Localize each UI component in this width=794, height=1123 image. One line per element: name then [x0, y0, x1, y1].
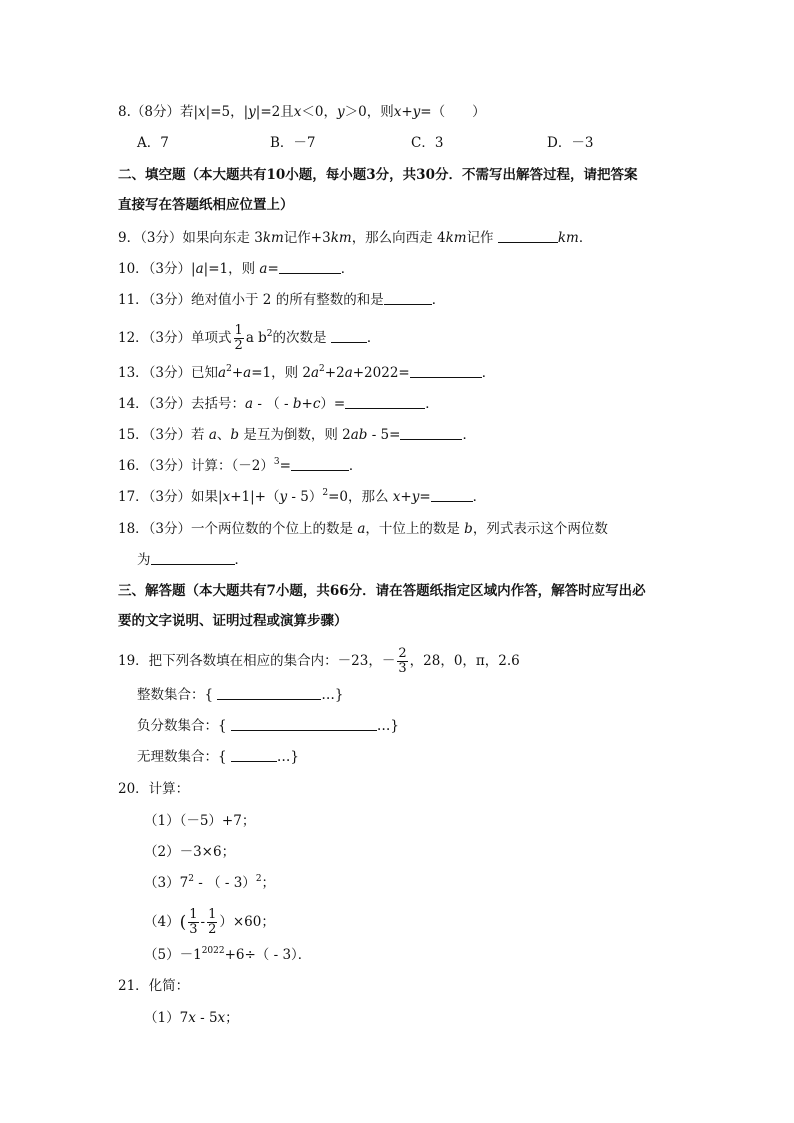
q15-text: 、	[216, 427, 231, 443]
fraction-denominator: 2	[208, 922, 217, 937]
q20-text: （5）－1	[144, 947, 202, 963]
var-a: a	[259, 261, 268, 277]
q21-text: （1）7	[144, 1010, 189, 1026]
set-label: 整数集合：{	[137, 687, 214, 703]
q12-text: a b	[245, 330, 267, 346]
q8-option-d: D．－3	[547, 135, 594, 151]
question-13	[118, 363, 495, 383]
open-paren: (	[179, 912, 187, 933]
fraction-numerator: 1	[208, 907, 217, 922]
q19-text: ，28，0，π，2.6	[409, 653, 520, 669]
var-x: x	[217, 1010, 226, 1026]
fraction-one-half	[207, 908, 217, 937]
fraction-denominator: 3	[398, 661, 407, 676]
q11-text: 11．（3分）绝对值小于 2 的所有整数的和是	[118, 292, 384, 308]
var-ab: ab	[350, 427, 368, 443]
fraction-two-thirds	[397, 647, 407, 676]
answer-blank[interactable]	[331, 329, 367, 343]
var-x: x	[222, 489, 231, 505]
var-x: x	[198, 104, 206, 120]
q20-text: ；	[261, 875, 276, 891]
unit-km: km	[262, 230, 284, 246]
var-b: b	[464, 521, 473, 537]
q15-text: 15．（3分）若	[118, 427, 209, 443]
question-15	[118, 425, 476, 445]
q8-text: ＜0，	[301, 104, 337, 120]
q17-text: +1|+（	[230, 489, 280, 505]
q9-text: ，那么向西走 4	[351, 230, 446, 246]
var-a: a	[357, 521, 366, 537]
unit-km: km	[445, 230, 467, 246]
fraction-one-third	[188, 908, 198, 937]
q17-text: - 5）	[287, 489, 323, 505]
q8-text: |=2且	[255, 104, 294, 120]
q20-part-2: （2）－3×6；	[144, 844, 236, 860]
q18-text: 为	[137, 552, 151, 568]
q21-part-1	[144, 1008, 239, 1028]
q14-text: ）=	[320, 396, 346, 412]
answer-blank[interactable]	[400, 426, 462, 440]
q14-text: ．	[425, 396, 439, 412]
q8-text: |=5，|	[205, 104, 249, 120]
exponent: 2	[226, 364, 232, 374]
q20-part-5	[144, 945, 311, 965]
question-20: 20．计算：	[118, 781, 190, 797]
q15-text: 是互为倒数，则 2	[239, 427, 351, 443]
q10-text: =	[267, 261, 279, 277]
fraction-one-half	[234, 324, 244, 353]
question-19	[118, 647, 520, 676]
exponent: 2022	[201, 946, 225, 956]
set-end: …}	[321, 687, 344, 703]
q21-text: ；	[225, 1010, 239, 1026]
q14-text: - （ -	[253, 396, 293, 412]
var-y: y	[412, 104, 421, 120]
set-integers	[137, 685, 343, 705]
q14-text: 14．（3分）去括号：	[118, 396, 246, 412]
var-x: x	[393, 104, 402, 120]
q20-part-3	[144, 873, 275, 893]
set-label: 无理数集合：{	[137, 749, 227, 765]
var-y: y	[336, 104, 345, 120]
unit-km: km	[557, 230, 579, 246]
question-16	[118, 456, 362, 476]
section-2-heading-cont: 直接写在答题纸相应位置上）	[118, 197, 294, 213]
fraction-denominator: 2	[234, 338, 243, 353]
minus-sign: -	[200, 914, 206, 930]
section-3-heading: 三、解答题（本大题共有7小题，共66分．请在答题纸指定区域内作答，解答时应写出必	[118, 583, 646, 599]
q17-text: 17．（3分）如果|	[118, 489, 223, 505]
var-c: c	[312, 396, 321, 412]
var-a: a	[310, 365, 320, 381]
q18-text: ，十位上的数是	[365, 521, 465, 537]
answer-blank[interactable]	[291, 457, 349, 471]
var-a: a	[208, 427, 217, 443]
q20-part-4	[144, 908, 275, 937]
var-a: a	[243, 365, 252, 381]
var-y: y	[279, 489, 288, 505]
var-a: a	[245, 396, 254, 412]
q20-text: +6÷（ - 3）．	[224, 947, 312, 963]
question-10	[118, 259, 354, 279]
q8-option-b: B．－7	[270, 135, 316, 151]
set-end: …}	[276, 749, 299, 765]
q8-text: =（ ）	[420, 104, 486, 120]
var-a: a	[218, 365, 227, 381]
q10-text: ．	[340, 261, 355, 277]
q13-text: =1，则 2	[251, 365, 311, 381]
q21-text: - 5	[195, 1010, 218, 1026]
set-negative-fractions	[137, 716, 399, 736]
fraction-numerator: 1	[189, 907, 198, 922]
fraction-denominator: 3	[189, 922, 198, 937]
q18-text: 18．（3分）一个两位数的个位上的数是	[118, 521, 358, 537]
q10-text: |=1，则	[203, 261, 260, 277]
set-irrationals	[137, 747, 299, 767]
var-a: a	[344, 365, 353, 381]
section-2-heading: 二、填空题（本大题共有10小题，每小题3分，共30分．不需写出解答过程，请把答案	[118, 167, 638, 183]
exponent: 2	[266, 329, 273, 339]
q20-part-1: （1）（－5）+7；	[144, 813, 256, 829]
exponent: 3	[273, 457, 280, 467]
q8-option-a: A．7	[137, 135, 169, 151]
q20-text: （3）7	[144, 875, 189, 891]
question-14	[118, 394, 439, 414]
answer-blank[interactable]	[498, 229, 558, 243]
question-9	[118, 228, 592, 248]
q18-text: ．	[234, 552, 248, 568]
q13-text: ．	[481, 365, 496, 381]
q12-text: 的次数是	[272, 330, 327, 346]
q20-text: - （ - 3）	[193, 875, 256, 891]
exponent: 2	[188, 874, 194, 884]
q16-text: ．	[348, 458, 363, 474]
q8-text: ＞0，则	[344, 104, 394, 120]
exponent: 2	[319, 364, 325, 374]
q20-text: （4）	[144, 914, 180, 930]
q13-text: +2022=	[352, 365, 410, 381]
q12-text: 12．（3分）单项式	[118, 330, 232, 346]
q12-text: ．	[366, 330, 381, 346]
answer-blank[interactable]	[431, 488, 473, 502]
answer-blank[interactable]	[231, 717, 377, 731]
question-18	[118, 519, 608, 539]
answer-blank[interactable]	[231, 748, 277, 762]
q9-text: 记作	[466, 230, 494, 246]
question-21: 21．化简：	[118, 978, 190, 994]
exponent: 2	[322, 488, 329, 498]
q9-text: 9．（3分）如果向东走 3	[118, 230, 263, 246]
q17-text: =0，那么	[328, 489, 393, 505]
q13-text: 13．（3分）已知	[118, 365, 219, 381]
answer-blank[interactable]	[217, 686, 321, 700]
var-y: y	[248, 104, 256, 120]
q16-text: 16．（3分）计算：（－2）	[118, 458, 274, 474]
set-end: …}	[376, 718, 399, 734]
answer-blank[interactable]	[279, 260, 341, 274]
question-12	[118, 324, 380, 353]
var-x: x	[188, 1010, 196, 1026]
set-label: 负分数集合：{	[137, 718, 227, 734]
q8-option-c: C．3	[411, 135, 444, 151]
var-y: y	[411, 489, 420, 505]
var-b: b	[292, 396, 302, 412]
exponent: 2	[255, 874, 262, 884]
question-17	[118, 487, 486, 507]
question-11	[118, 290, 445, 310]
answer-blank[interactable]	[384, 291, 432, 305]
q10-text: 10．（3分）|	[118, 261, 196, 277]
q9-text: 记作+3	[283, 230, 331, 246]
q11-text: ．	[431, 292, 446, 308]
unit-km: km	[330, 230, 352, 246]
q13-text: +	[231, 365, 244, 381]
q14-text: +	[301, 396, 313, 412]
var-b: b	[230, 427, 240, 443]
q16-text: =	[279, 458, 291, 474]
q8-text: 8.（8分）若|	[118, 104, 199, 120]
answer-blank[interactable]	[151, 551, 235, 565]
q18-text: ，列式表示这个两位数	[472, 521, 608, 537]
q17-text: ．	[472, 489, 487, 505]
answer-blank[interactable]	[345, 395, 425, 409]
q20-text: ）×60；	[219, 914, 275, 930]
answer-blank[interactable]	[410, 364, 482, 378]
var-a: a	[195, 261, 204, 277]
q15-text: - 5=	[367, 427, 401, 443]
q8-text: +	[401, 104, 413, 120]
q9-text: ．	[578, 230, 593, 246]
q13-text: +2	[324, 365, 345, 381]
fraction-numerator: 1	[234, 323, 243, 338]
section-3-heading-cont: 要的文字说明、证明过程或演算步骤）	[118, 613, 348, 629]
question-8	[118, 102, 486, 122]
fraction-numerator: 2	[398, 646, 407, 661]
q19-text: 19．把下列各数填在相应的集合内：－23，－	[118, 653, 396, 669]
q17-text: +	[400, 489, 412, 505]
q17-text: =	[419, 489, 431, 505]
question-18-cont	[137, 550, 248, 570]
var-x: x	[392, 489, 401, 505]
q15-text: ．	[462, 427, 476, 443]
var-x: x	[293, 104, 302, 120]
